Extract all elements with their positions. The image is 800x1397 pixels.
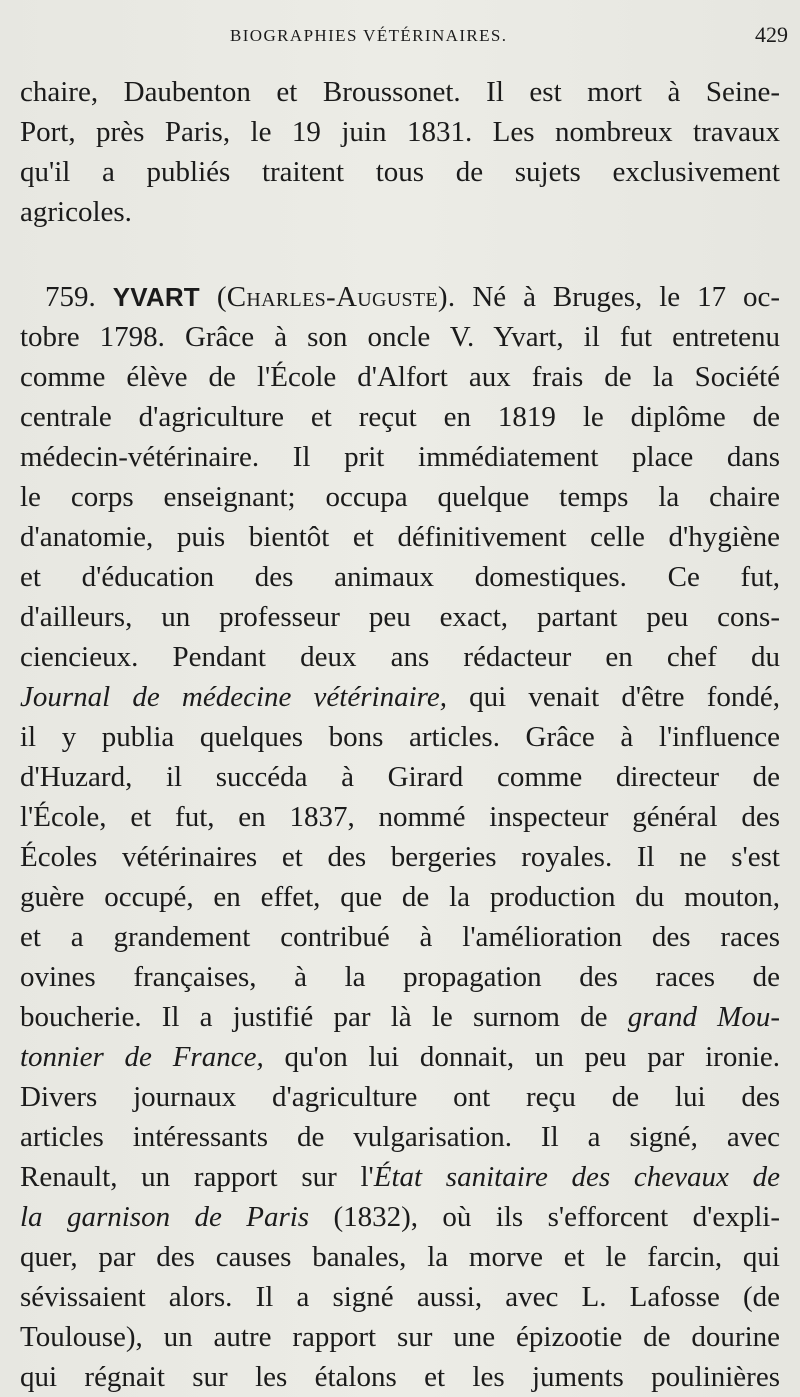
text-line: d'ailleurs, un professeur peu exact, partant peu cons- <box>20 601 780 633</box>
text-line: chaire, Daubenton et Broussonet. Il est mort à Seine- <box>20 76 780 108</box>
text-line: et a grandement contribué à l'amélioration des races <box>20 921 780 953</box>
text-line: articles intéressants de vulgarisation. Il a signé, avec <box>20 1121 780 1153</box>
text-line: et d'éducation des animaux domestiques. Ce fut, <box>20 561 780 593</box>
line-text: qu'on lui donnait, un peu par ironie. <box>263 1041 781 1073</box>
text-line: sévissaient alors. Il a signé aussi, avec L. Lafosse (de <box>20 1281 780 1313</box>
entry-text: Né à Bruges, le 17 oc- <box>472 281 781 313</box>
page-number: 429 <box>755 22 788 47</box>
text-line: tobre 1798. Grâce à son oncle V. Yvart, il fut entretenu <box>20 321 780 353</box>
text-line <box>20 997 780 1037</box>
text-line: qu'il a publiés traitent tous de sujets exclusivement <box>20 156 780 188</box>
running-head: BIOGRAPHIES VÉTÉRINAIRES. <box>230 26 508 45</box>
line-text: (1832), où ils s'efforcent d'expli- <box>309 1201 780 1233</box>
entry-name: YVART <box>112 282 200 312</box>
text-line: d'Huzard, il succéda à Girard comme directeur de <box>20 761 780 793</box>
text-line: ovines françaises, à la propagation des races de <box>20 961 780 993</box>
text-line: ciencieux. Pendant deux ans rédacteur en chef du <box>20 641 780 673</box>
journal-title: Journal de médecine vétérinaire, <box>20 681 447 713</box>
surname-nickname: grand Mou- <box>627 1001 780 1033</box>
text-line: guère occupé, en effet, que de la production du mouton, <box>20 881 780 913</box>
text-line <box>20 1037 780 1077</box>
text-line: l'École, et fut, en 1837, nommé inspecteur général des <box>20 801 780 833</box>
text-line <box>20 1197 780 1237</box>
text-line: Écoles vétérinaires et des bergeries royales. Il ne s'est <box>20 841 780 873</box>
surname-nickname-continued: tonnier de France, <box>20 1041 264 1073</box>
text-line: il y publia quelques bons articles. Grâce à l'influence <box>20 721 780 753</box>
text-line: médecin-vétérinaire. Il prit immédiatement place dans <box>20 441 780 473</box>
text-line: qui régnait sur les étalons et les juments poulinières <box>20 1361 780 1393</box>
text-line: agricoles. <box>20 196 132 228</box>
entry-heading-line <box>45 277 780 317</box>
report-title: État sanitaire des chevaux de <box>373 1161 780 1193</box>
text-line: le corps enseignant; occupa quelque temps la chaire <box>20 481 780 513</box>
line-text: Renault, un rapport sur l' <box>20 1161 374 1193</box>
text-line: comme élève de l'École d'Alfort aux frais de la Société <box>20 361 780 393</box>
page-header <box>0 18 800 52</box>
text-line: Divers journaux d'agriculture ont reçu de lui des <box>20 1081 780 1113</box>
text-line: centrale d'agriculture et reçut en 1819 le diplôme de <box>20 401 780 433</box>
entry-number: 759. <box>45 281 96 313</box>
text-line: d'anatomie, puis bientôt et définitivement celle d'hygiène <box>20 521 780 553</box>
text-line: Port, près Paris, le 19 juin 1831. Les nombreux travaux <box>20 116 780 148</box>
text-line <box>20 677 780 717</box>
text-line: quer, par des causes banales, la morve et le farcin, qui <box>20 1241 780 1273</box>
text-line: Toulouse), un autre rapport sur une épizootie de dourine <box>20 1321 780 1353</box>
line-text: boucherie. Il a justifié par là le surnom de <box>20 1001 628 1033</box>
text-line <box>20 1157 780 1197</box>
entry-given-names: (Charles-Auguste). <box>216 281 456 313</box>
report-title-continued: la garnison de Paris <box>20 1201 310 1233</box>
line-text: qui venait d'être fondé, <box>446 681 780 713</box>
